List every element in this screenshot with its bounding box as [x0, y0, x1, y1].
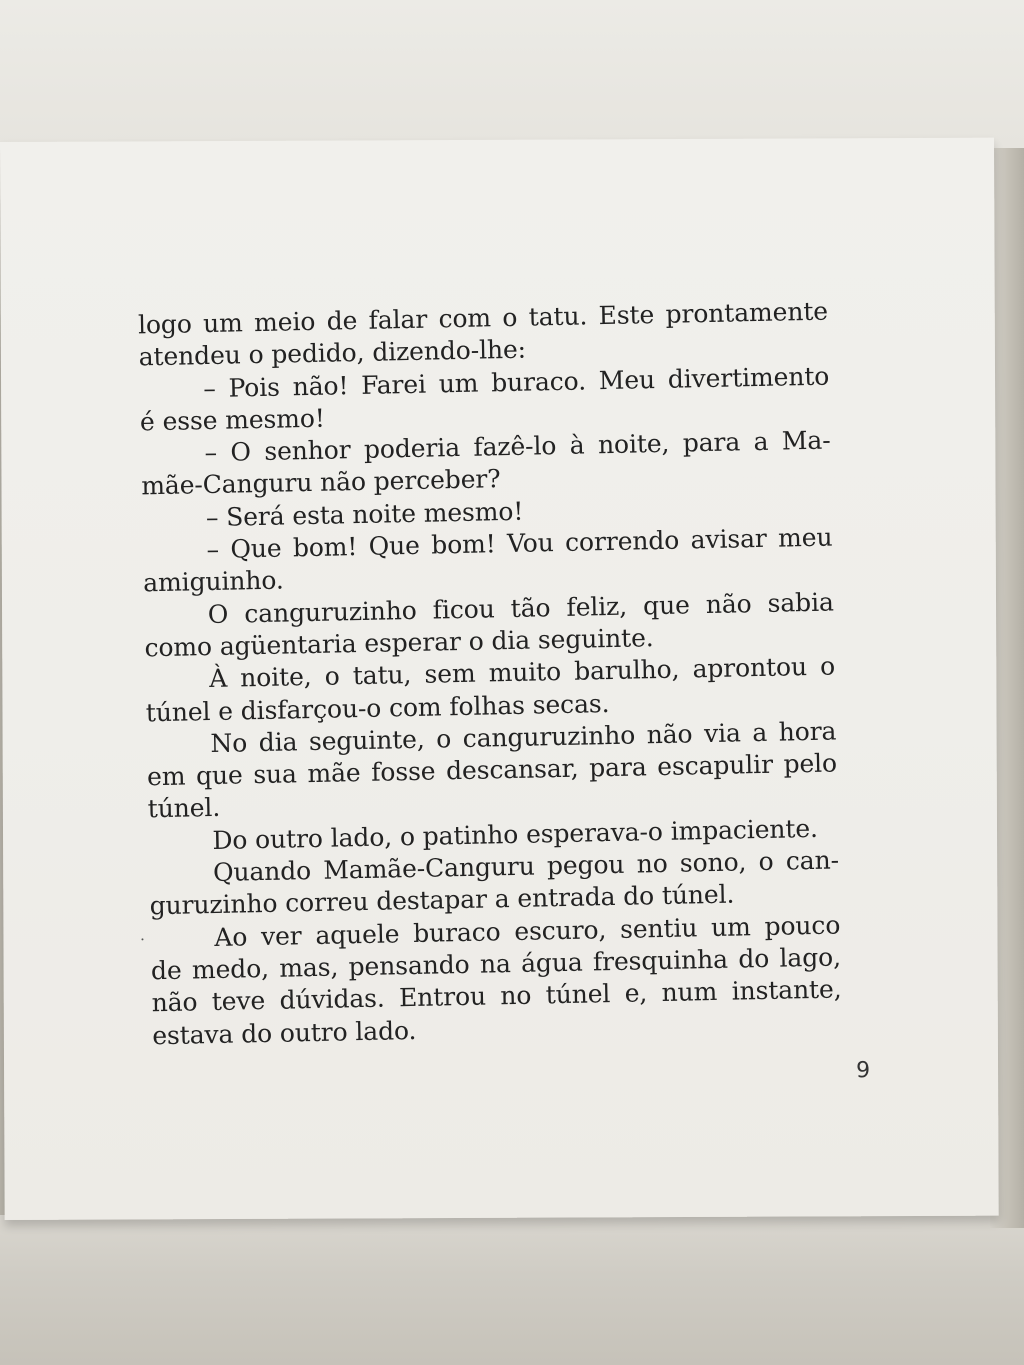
text-line: logo um meio de falar com o tatu. Este prontamente [137, 296, 829, 340]
text-line: estava do outro lado. [152, 1015, 417, 1050]
book-page [0, 138, 999, 1220]
text-line: é esse mesmo! [139, 403, 326, 437]
text-line: como agüentaria esperar o dia seguinte. [144, 623, 654, 663]
paper-speck [141, 938, 143, 940]
text-line: O canguruzinho ficou tão feliz, que não sabia [207, 587, 835, 629]
text-line: em que sua mãe fosse descansar, para escapulir pelo [146, 748, 838, 792]
text-line: Quando Mamãe-Canguru pegou no sono, o can- [212, 845, 840, 888]
text-line: túnel e disfarçou-o com folhas secas. [145, 688, 610, 727]
text-line: Ao ver aquele buraco escuro, sentiu um pouco [214, 910, 841, 952]
body-text [138, 296, 843, 1053]
background-bottom [0, 1215, 1024, 1365]
text-line: Do outro lado, o patinho esperava-o impaciente. [212, 813, 819, 855]
text-line: mãe-Canguru não perceber? [140, 464, 501, 501]
text-line: amiguinho. [142, 565, 284, 598]
text-line: de medo, mas, pensando na água fresquinha do lago, [150, 942, 842, 986]
text-line: No dia seguinte, o canguruzinho não via a hora [210, 716, 837, 758]
text-line: – Será esta noite mesmo! [205, 496, 524, 532]
text-line: À noite, o tatu, sem muito barulho, aprontou o [208, 651, 836, 694]
text-line: atendeu o pedido, dizendo-lhe: [138, 334, 527, 372]
text-line: – O senhor poderia fazê-lo à noite, para a Ma- [204, 425, 831, 468]
page-number: 9 [856, 1058, 871, 1084]
text-line: túnel. [147, 793, 221, 824]
text-line: – Pois não! Farei um buraco. Meu divertimento [203, 361, 830, 403]
text-line: – Que bom! Que bom! Vou correndo avisar meu [206, 522, 833, 565]
text-line: não teve dúvidas. Entrou no túnel e, num instante, [151, 974, 842, 1018]
text-line: guruzinho correu destapar a entrada do túnel. [149, 879, 735, 921]
background-top [0, 0, 1024, 150]
